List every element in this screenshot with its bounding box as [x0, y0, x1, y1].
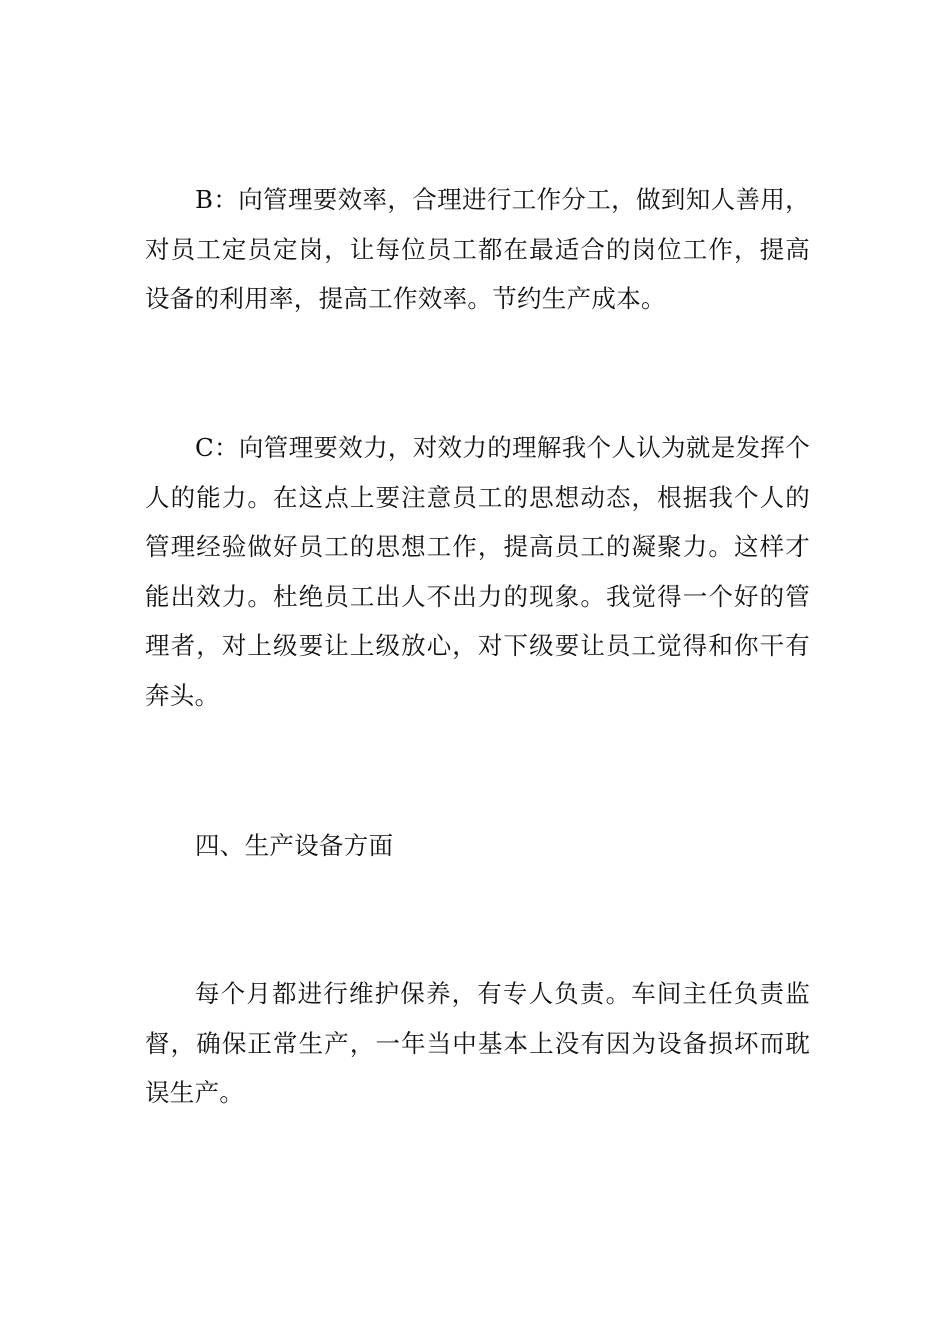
paragraph-equipment-maintenance: 每个月都进行维护保养，有专人负责。车间主任负责监督，确保正常生产，一年当中基本上没有因为设备损坏而耽误生产。 — [145, 979, 810, 1107]
paragraph-management-efficiency: B：向管理要效率，合理进行工作分工，做到知人善用，对员工定员定岗，让每位员工都在最适合的岗位工作，提高设备的利用率，提高工作效率。节约生产成本。 — [145, 185, 810, 313]
paragraph-management-effectiveness: C：向管理要效力，对效力的理解我个人认为就是发挥个人的能力。在这点上要注意员工的思想动态，根据我个人的管理经验做好员工的思想工作，提高员工的凝聚力。这样才能出效力。杜绝员工出人不出力的现象。我觉得一个好的管理者，对上级要让上级放心，对下级要让员工觉得和你干有奔头。 — [145, 433, 810, 710]
section-heading-production-equipment: 四、生产设备方面 — [195, 831, 394, 860]
